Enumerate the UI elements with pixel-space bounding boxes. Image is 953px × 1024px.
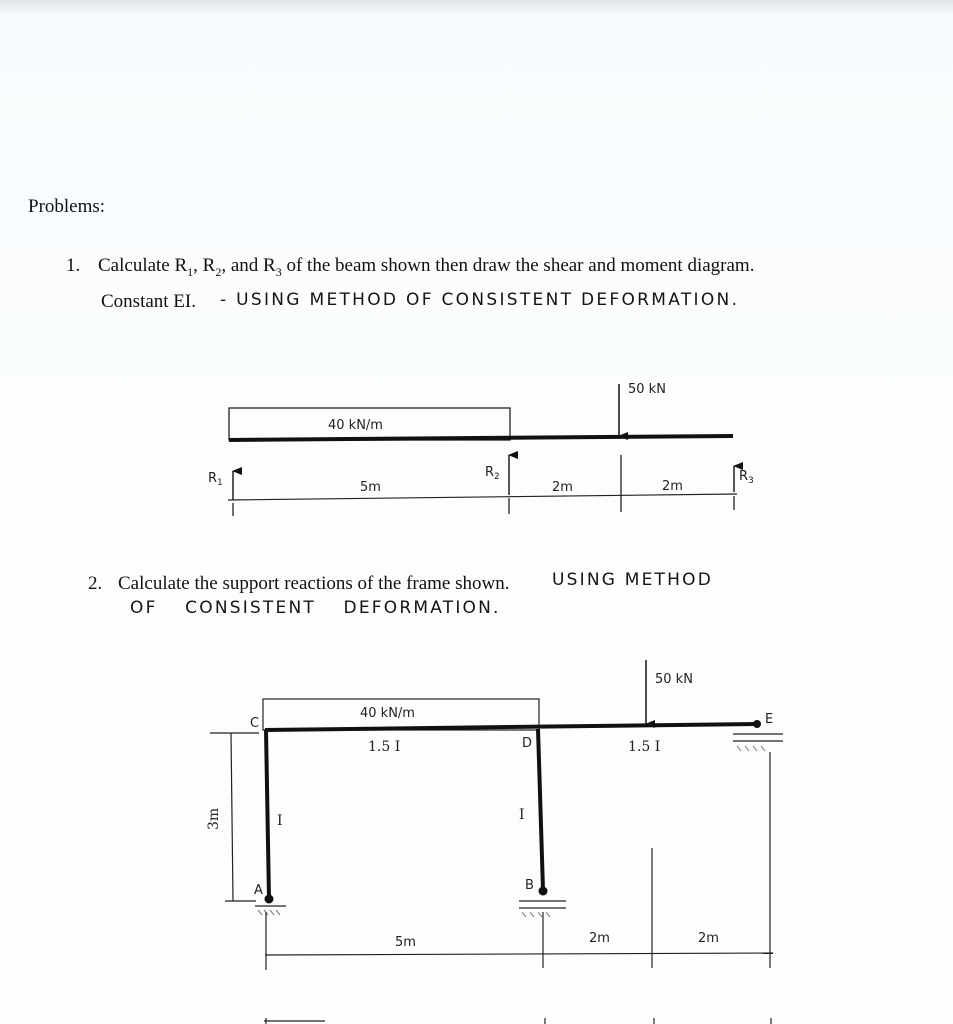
problem1-text-before: Calculate R [98, 255, 188, 276]
frame-node-a-label: A [254, 883, 263, 898]
beam-dim-5m: 5m [360, 480, 381, 495]
frame-support-e [733, 734, 783, 751]
problem2-number: 2. [88, 573, 103, 594]
frame-dimension-line [265, 953, 773, 955]
r1-subscript: 1 [187, 264, 194, 279]
beam-udl-label: 40 kN/m [328, 418, 383, 433]
frame-beam-cde [265, 724, 757, 730]
frame-figure [206, 660, 783, 1024]
frame-node-b-label: B [525, 878, 534, 893]
beam-reaction-r1-label: $R_1$ [208, 471, 223, 488]
frame-beam-stiffness-left: 1.5 I [368, 739, 401, 755]
frame-height-label: 3m [206, 807, 222, 830]
frame-node-e-dot [753, 720, 761, 728]
problem1-handwritten-note: - USING METHOD OF CONSISTENT DEFORMATION. [220, 290, 740, 310]
frame-node-c-label: C [250, 716, 260, 731]
beam-point-load-label: 50 kN [628, 382, 666, 397]
frame-node-b-dot [539, 887, 548, 896]
frame-node-a-dot [265, 895, 274, 904]
beam-dimension-line [228, 494, 737, 500]
frame-node-e-label: E [765, 712, 774, 727]
frame-support-a [255, 906, 286, 915]
beam-figure [208, 382, 754, 516]
problem1-number: 1. [66, 255, 81, 276]
beam-member [229, 436, 733, 440]
frame-udl-label: 40 kN/m [360, 706, 415, 721]
r2-subscript: 2 [215, 264, 222, 279]
problem2-handwritten-line1: USING METHOD [552, 570, 713, 590]
beam-dim-2m-first: 2m [552, 480, 573, 495]
frame-column-ac [266, 730, 269, 899]
frame-point-load-label: 50 kN [655, 672, 693, 687]
beam-reaction-r2-label: $R_2$ [485, 465, 500, 482]
frame-column-bd [538, 729, 543, 890]
r3-subscript: 3 [275, 264, 282, 279]
problem1-sep2: , and R [221, 255, 276, 276]
frame-dim-2m-second: 2m [698, 931, 719, 946]
beam-reaction-r3-label: $R_3$ [739, 469, 754, 486]
problem2-statement: Calculate the support reactions of the frame shown. [118, 573, 510, 594]
frame-column-stiffness-left: I [277, 813, 283, 829]
beam-dim-2m-second: 2m [662, 479, 683, 494]
frame-beam-stiffness-right: 1.5 I [628, 739, 661, 755]
frame-dim-2m-first: 2m [589, 931, 610, 946]
problem1-line2: Constant EI. [101, 291, 196, 312]
frame-dim-5m: 5m [395, 935, 416, 950]
frame-column-stiffness-right: I [519, 807, 525, 823]
frame-node-d-label: D [522, 736, 533, 751]
problem2-handwritten-line2: OF CONSISTENT DEFORMATION. [130, 598, 501, 618]
problem1-sep1: , R [193, 255, 216, 276]
problem1-text-after: of the beam shown then draw the shear and moment diagram. [281, 255, 755, 276]
problems-heading: Problems: [28, 196, 106, 217]
